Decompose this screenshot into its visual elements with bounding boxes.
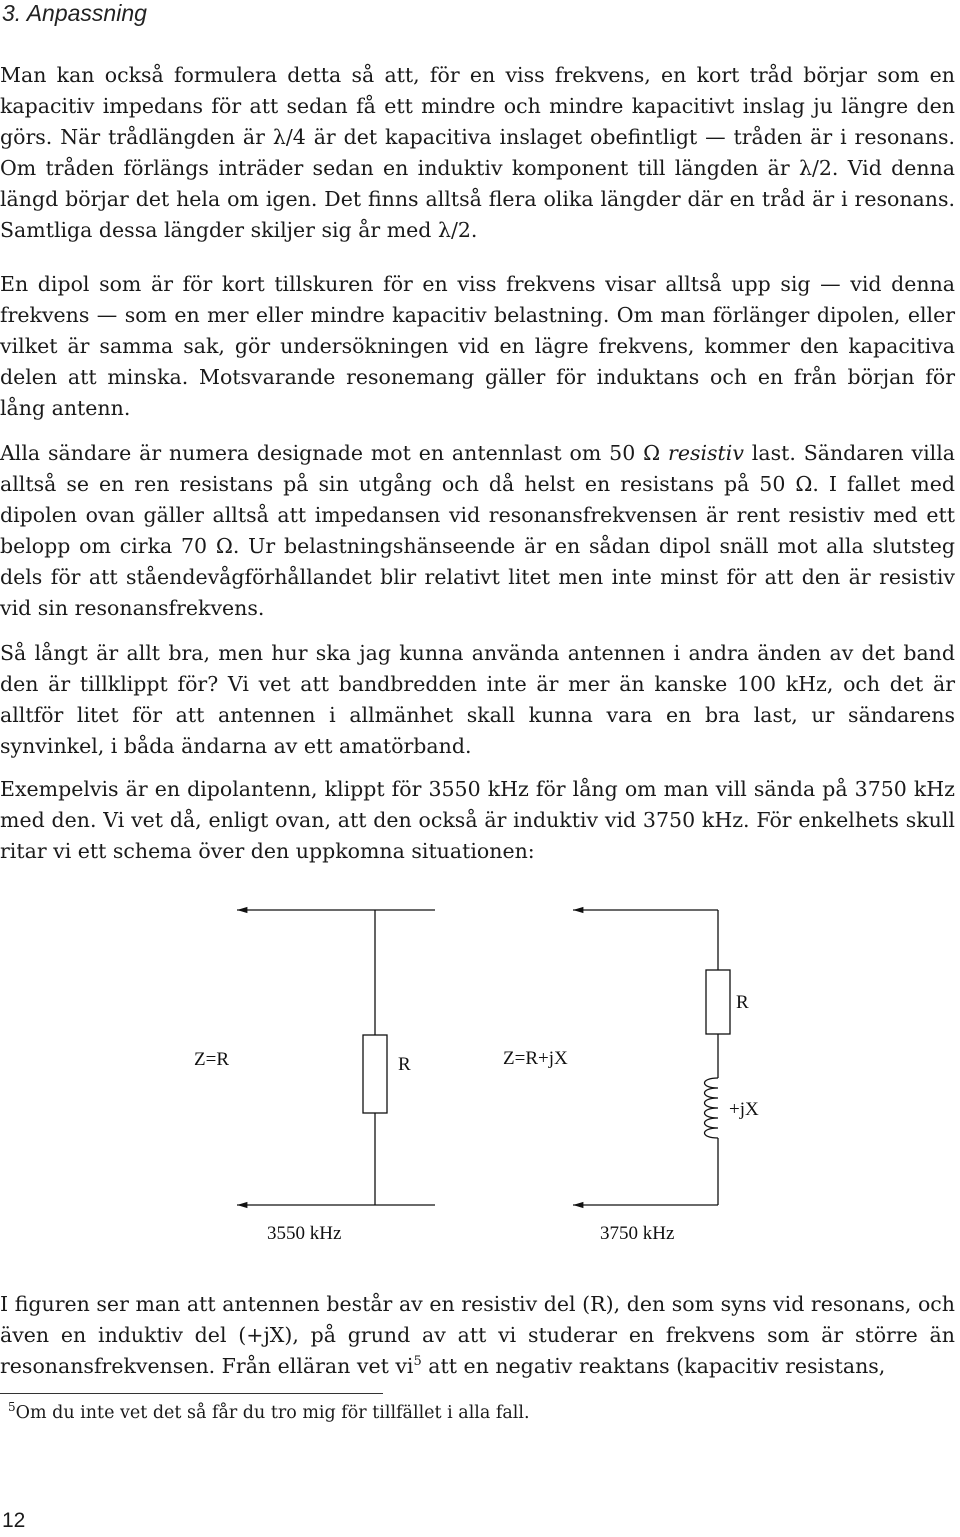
inductor-icon <box>705 1078 719 1138</box>
footnote <box>8 1400 530 1426</box>
paragraph-3-emphasis: resistiv <box>668 441 744 465</box>
paragraph-3-text-b: last. Sändaren villa alltså se en ren resistans på sin utgång och då helst en resistans på 50 Ω. I fallet med dipolen ovan gäller alltså att impedansen vid resonansfrekvensen är rent resistiv med ett belopp om cirka 70 Ω. Ur belastningshänseende är en sådan dipol snäll mot alla slutsteg dels för att ståendevågförhållandet blir relativt litet men inte minst för att den är resistiv vid sin resonansfrekvens. <box>0 441 955 620</box>
left-frequency-label: 3550 kHz <box>267 1223 342 1244</box>
resistor-icon <box>363 1035 387 1113</box>
footnote-mark: 5 <box>8 1400 16 1415</box>
paragraph-5 <box>0 774 955 867</box>
paragraph-4-text: Så långt är allt bra, men hur ska jag kunna använda antennen i andra änden av det band den är tillklippt för? Vi vet att bandbredden inte är mer än kanske 100 kHz, och det är alltför litet för att antennen i allmänhet skall kunna vara en bra last, ur sändarens synvinkel, i båda ändarna av ett amatörband. <box>0 641 955 758</box>
paragraph-6-text-b: att en negativ reaktans (kapacitiv resistans, <box>421 1354 886 1378</box>
inductance-label: +jX <box>729 1099 759 1120</box>
paragraph-2-text: En dipol som är för kort tillskuren för en viss frekvens visar alltså upp sig — vid denna frekvens — som en mer eller mindre kapacitiv belastning. Om man förlänger dipolen, eller vilket är samma sak, gör undersökningen vid en lägre frekvens, kommer den kapacitiva delen att minska. Motsvarande resonemang gäller för induktans och en från början för lång antenn. <box>0 272 955 420</box>
section-header: 3. Anpassning <box>2 0 147 26</box>
paragraph-1 <box>0 60 955 246</box>
paragraph-3-text-a: Alla sändare är numera designade mot en antennlast om 50 Ω <box>0 441 669 465</box>
paragraph-6 <box>0 1289 955 1382</box>
right-impedance-label: Z=R+jX <box>503 1048 568 1069</box>
paragraph-2 <box>0 269 955 424</box>
right-frequency-label: 3750 kHz <box>600 1223 675 1244</box>
paragraph-6-text-a: I figuren ser man att antennen består av en resistiv del (R), den som syns vid resonans, och även en induktiv del (+jX), på grund av att vi studerar en frekvens som är större än resonansfrekvensen. Från elläran vet vi <box>0 1292 955 1378</box>
paragraph-5-text: Exempelvis är en dipolantenn, klippt för 3550 kHz för lång om man vill sända på 3750 kHz med den. Vi vet då, enligt ovan, att den också är induktiv vid 3750 kHz. För enkelhets skull ritar vi ett schema över den uppkomna situationen: <box>0 777 955 863</box>
left-resistor-label: R <box>398 1054 411 1075</box>
paragraph-3 <box>0 438 955 624</box>
paragraph-4 <box>0 638 955 762</box>
circuit-diagram <box>180 890 800 1260</box>
footnote-divider <box>0 1393 383 1394</box>
left-circuit <box>194 910 435 1244</box>
page-number: 12 <box>2 1509 26 1532</box>
resistor-icon <box>706 970 730 1034</box>
right-resistor-label: R <box>736 992 749 1013</box>
left-impedance-label: Z=R <box>194 1049 229 1070</box>
footnote-text: Om du inte vet det så får du tro mig för tillfället i alla fall. <box>15 1403 530 1423</box>
paragraph-1-text: Man kan också formulera detta så att, för en viss frekvens, en kort tråd börjar som en kapacitiv impedans för att sedan få ett mindre och mindre kapacitivt inslag ju längre den görs. När trådlängden är λ/4 är det kapacitiva inslaget obefintligt — tråden är i resonans. Om tråden förlängs inträder sedan en induktiv komponent till längden är λ/2. Vid denna längd börjar det hela om igen. Det finns alltså flera olika längder där en tråd är i resonans. Samtliga dessa längder skiljer sig år med λ/2. <box>0 63 955 242</box>
footnote-reference[interactable]: 5 <box>413 1354 422 1370</box>
right-circuit <box>503 910 759 1244</box>
